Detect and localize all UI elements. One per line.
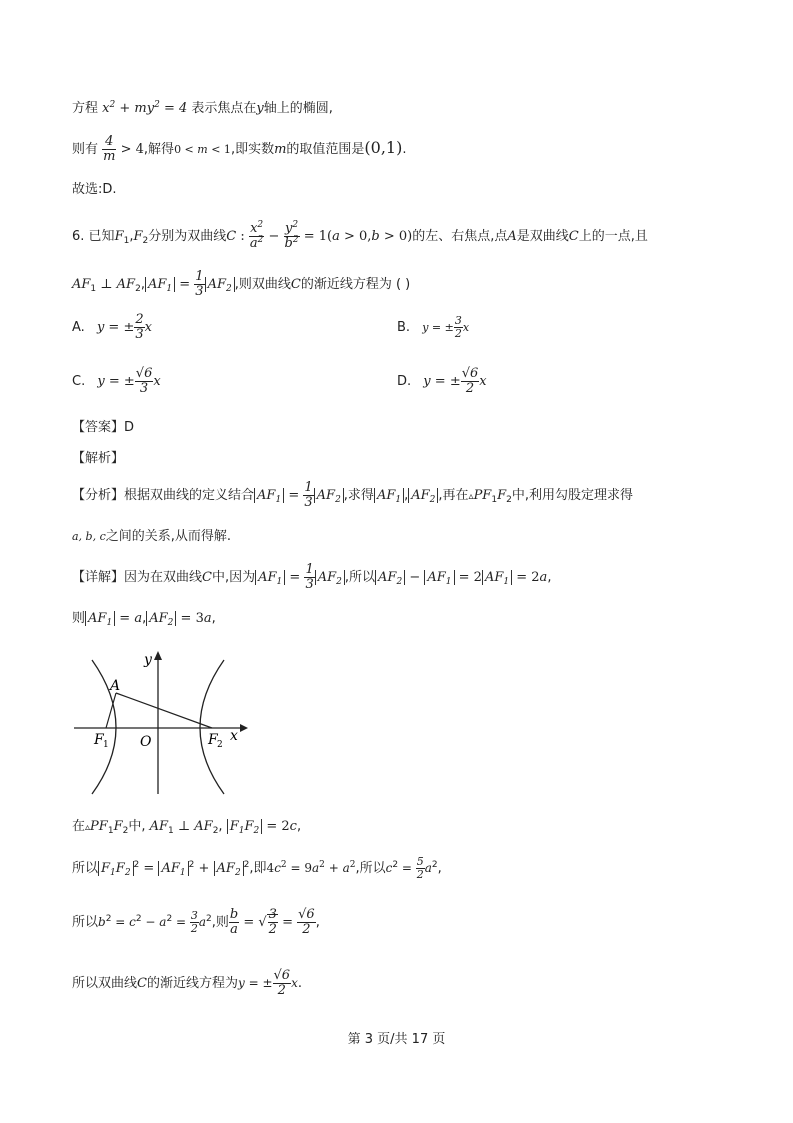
page-footer: 第 3 页/共 17 页 bbox=[347, 1032, 446, 1047]
text: ,再在 bbox=[438, 488, 469, 503]
text: 所以 bbox=[72, 915, 99, 930]
text: ,所以 bbox=[355, 861, 386, 876]
x-axis-arrow bbox=[240, 724, 248, 732]
option-d[interactable]: D. y = ± $\frac{√6}{2}$ x bbox=[397, 366, 487, 396]
text: ,解得 bbox=[143, 142, 175, 157]
fraction: $\frac{1}{3}$ bbox=[305, 562, 314, 592]
text: , bbox=[437, 861, 442, 876]
xiangjie-line-2: 则 $AF_1 = a$, $AF_2 = 3a$, bbox=[72, 611, 216, 628]
option-b[interactable]: B. y = ± $\frac{3}{2}$ x bbox=[397, 314, 470, 340]
fraction: $\frac{3}{2}$ bbox=[454, 314, 462, 340]
fraction: $\frac{√6}{2}$ bbox=[461, 366, 479, 396]
fenxi-line-2: a, b, c之间的关系,从而得解. bbox=[72, 529, 232, 544]
hyperbola-figure bbox=[70, 648, 250, 798]
option-label: A. bbox=[72, 320, 85, 335]
prev-line-1 bbox=[72, 99, 333, 119]
text: , bbox=[315, 915, 320, 930]
text: 中, bbox=[128, 819, 146, 834]
label-a: A bbox=[110, 678, 121, 694]
prev-line-2: 则有 $\frac{4}{m}$ > 4,解得0 < m < 1,即实数m的取值范围是(0,1). bbox=[72, 134, 407, 164]
xiangjie-tag: 【详解】 bbox=[72, 570, 125, 585]
fraction: $\frac{1}{3}$ bbox=[304, 480, 313, 510]
answer-tag: 【答案】 bbox=[72, 420, 125, 435]
text: ,即实数 bbox=[230, 142, 275, 157]
text: 所以 bbox=[72, 861, 99, 876]
label-f1: F bbox=[94, 732, 104, 748]
text: . bbox=[402, 142, 407, 157]
label-f1-sub: 1 bbox=[103, 740, 109, 750]
xiangjie-line-1: 【详解】因为在双曲线C中,因为 $AF_1$ = $\frac{1}{3}$ $AF_2$ ,所以 $AF_2 - AF_1 = 2$ $AF_1 = 2a$, bbox=[72, 562, 552, 592]
answer-value: D bbox=[124, 420, 135, 435]
text: 的渐近线方程为 bbox=[146, 976, 238, 991]
text: ,则 bbox=[211, 915, 229, 930]
text: ,即 bbox=[249, 861, 267, 876]
fraction: $\frac{x^2}{a^2}$ bbox=[249, 220, 264, 251]
text: 表示焦点在 bbox=[191, 101, 257, 116]
text: , bbox=[547, 570, 552, 585]
text: ,所以 bbox=[344, 570, 376, 585]
text: 所以双曲线 bbox=[72, 976, 138, 991]
question-number: 6. bbox=[72, 229, 85, 244]
fraction: $\frac{√6}{2}$ bbox=[298, 907, 315, 937]
prev-line-3: 故选:D. bbox=[72, 182, 117, 197]
fraction: $\frac{5}{2}$ bbox=[416, 855, 424, 881]
step-2: 所以 $F_1F_2^2 = AF_1^2 + AF_2^2$,即$4c^2 = 9a^2 + a^2$,所以$c^2$ = $\frac{5}{2}$ $a^2$, bbox=[72, 855, 442, 881]
option-c[interactable]: C. y = ± $\frac{√6}{3}$ x bbox=[72, 366, 161, 396]
text: 是双曲线 bbox=[516, 229, 569, 244]
fenxi-tag: 【分析】 bbox=[72, 488, 125, 503]
label-o: O bbox=[140, 734, 152, 750]
fenxi-line-1: 【分析】根据双曲线的定义结合 $AF_1$ = $\frac{1}{3}$ $AF_2$ ,求得 $AF_1$ , $AF_2$ ,再在$▵PF_1F_2$中,利用勾股定理求得 bbox=[72, 480, 633, 510]
option-label: C. bbox=[72, 374, 86, 389]
fraction: $\frac{4}{m}$ bbox=[103, 134, 116, 164]
analysis-tag: 【解析】 bbox=[72, 451, 125, 466]
equation: $x^2 + my^2 = 4$ bbox=[102, 100, 188, 116]
option-label: B. bbox=[397, 320, 411, 335]
segment-af2 bbox=[116, 693, 212, 728]
option-label: D. bbox=[397, 374, 412, 389]
question-6-line-2: $AF_1$ ⊥ $AF_2$, $AF_1$ = $\frac{1}{3}$ $AF_2$ ,则双曲线C的渐近线方程为 ( ) bbox=[72, 269, 411, 299]
text: 在 bbox=[72, 819, 86, 834]
answer-line bbox=[72, 418, 134, 438]
text: 则有 bbox=[72, 142, 99, 157]
text: 分别为双曲线 bbox=[148, 229, 227, 244]
text: 轴上的椭圆, bbox=[263, 101, 333, 116]
fraction: $\frac{y^2}{b^2}$ bbox=[284, 220, 299, 251]
text: 之间的关系,从而得解. bbox=[105, 529, 232, 544]
fraction: $\frac{2}{3}$ bbox=[135, 312, 144, 342]
text: ,则双曲线 bbox=[234, 277, 291, 292]
text: . bbox=[297, 976, 302, 991]
text: ,求得 bbox=[343, 488, 374, 503]
fraction: $\frac{3}{2}$ bbox=[190, 909, 198, 935]
hyperbola-right-branch bbox=[200, 660, 224, 794]
text: , bbox=[296, 819, 302, 834]
text: 则 bbox=[72, 611, 86, 626]
text: , bbox=[211, 611, 216, 626]
fraction: $\frac{3}{2}$ bbox=[268, 907, 277, 937]
text: 方程 bbox=[72, 101, 99, 116]
text: 中,因为 bbox=[211, 570, 256, 585]
fraction: $\frac{1}{3}$ bbox=[195, 269, 204, 299]
label-y: y bbox=[144, 652, 152, 668]
text: 的取值范围是 bbox=[286, 142, 365, 157]
option-a[interactable]: A. y = ± $\frac{2}{3}$ x bbox=[72, 312, 152, 342]
text: 上的一点,且 bbox=[578, 229, 648, 244]
fraction: $\frac{√6}{3}$ bbox=[135, 366, 153, 396]
fraction: $\frac{b}{a}$ bbox=[229, 907, 239, 937]
text: 的左、右焦点,点 bbox=[412, 229, 508, 244]
text: 已知 bbox=[88, 229, 115, 244]
text: 中,利用勾股定理求得 bbox=[511, 488, 633, 503]
label-x: x bbox=[230, 728, 238, 744]
fraction: $\frac{√6}{2}$ bbox=[273, 968, 291, 998]
question-6-line-1: 6. 已知$F_1,F_2$分别为双曲线C : $\frac{x^2}{a^2}$ − $\frac{y^2}{b^2}$ = 1(a > 0,b > 0)的左、右焦点,点A是双曲线C上的一点,且 bbox=[72, 220, 648, 251]
step-3: 所以$b^2 = c^2 - a^2$ = $\frac{3}{2}$ $a^2$,则 $\frac{b}{a}$ = √ $\frac{3}{2}$ = $\frac{√6}{2}$ , bbox=[72, 907, 320, 937]
label-f2-sub: 2 bbox=[217, 740, 223, 750]
step-1: 在$▵PF_1F_2$中, $AF_1$ ⊥ $AF_2$, $F_1F_2 = 2c$, bbox=[72, 819, 302, 836]
text: 的渐近线方程为 ( ) bbox=[300, 277, 411, 292]
var-y: y bbox=[256, 101, 264, 116]
y-axis-arrow bbox=[154, 651, 162, 660]
text: 根据双曲线的定义结合 bbox=[124, 488, 255, 503]
text: 因为在双曲线 bbox=[124, 570, 203, 585]
label-f2: F bbox=[208, 732, 218, 748]
step-4: 所以双曲线C的渐近线方程为y = ± $\frac{√6}{2}$ x. bbox=[72, 968, 302, 998]
